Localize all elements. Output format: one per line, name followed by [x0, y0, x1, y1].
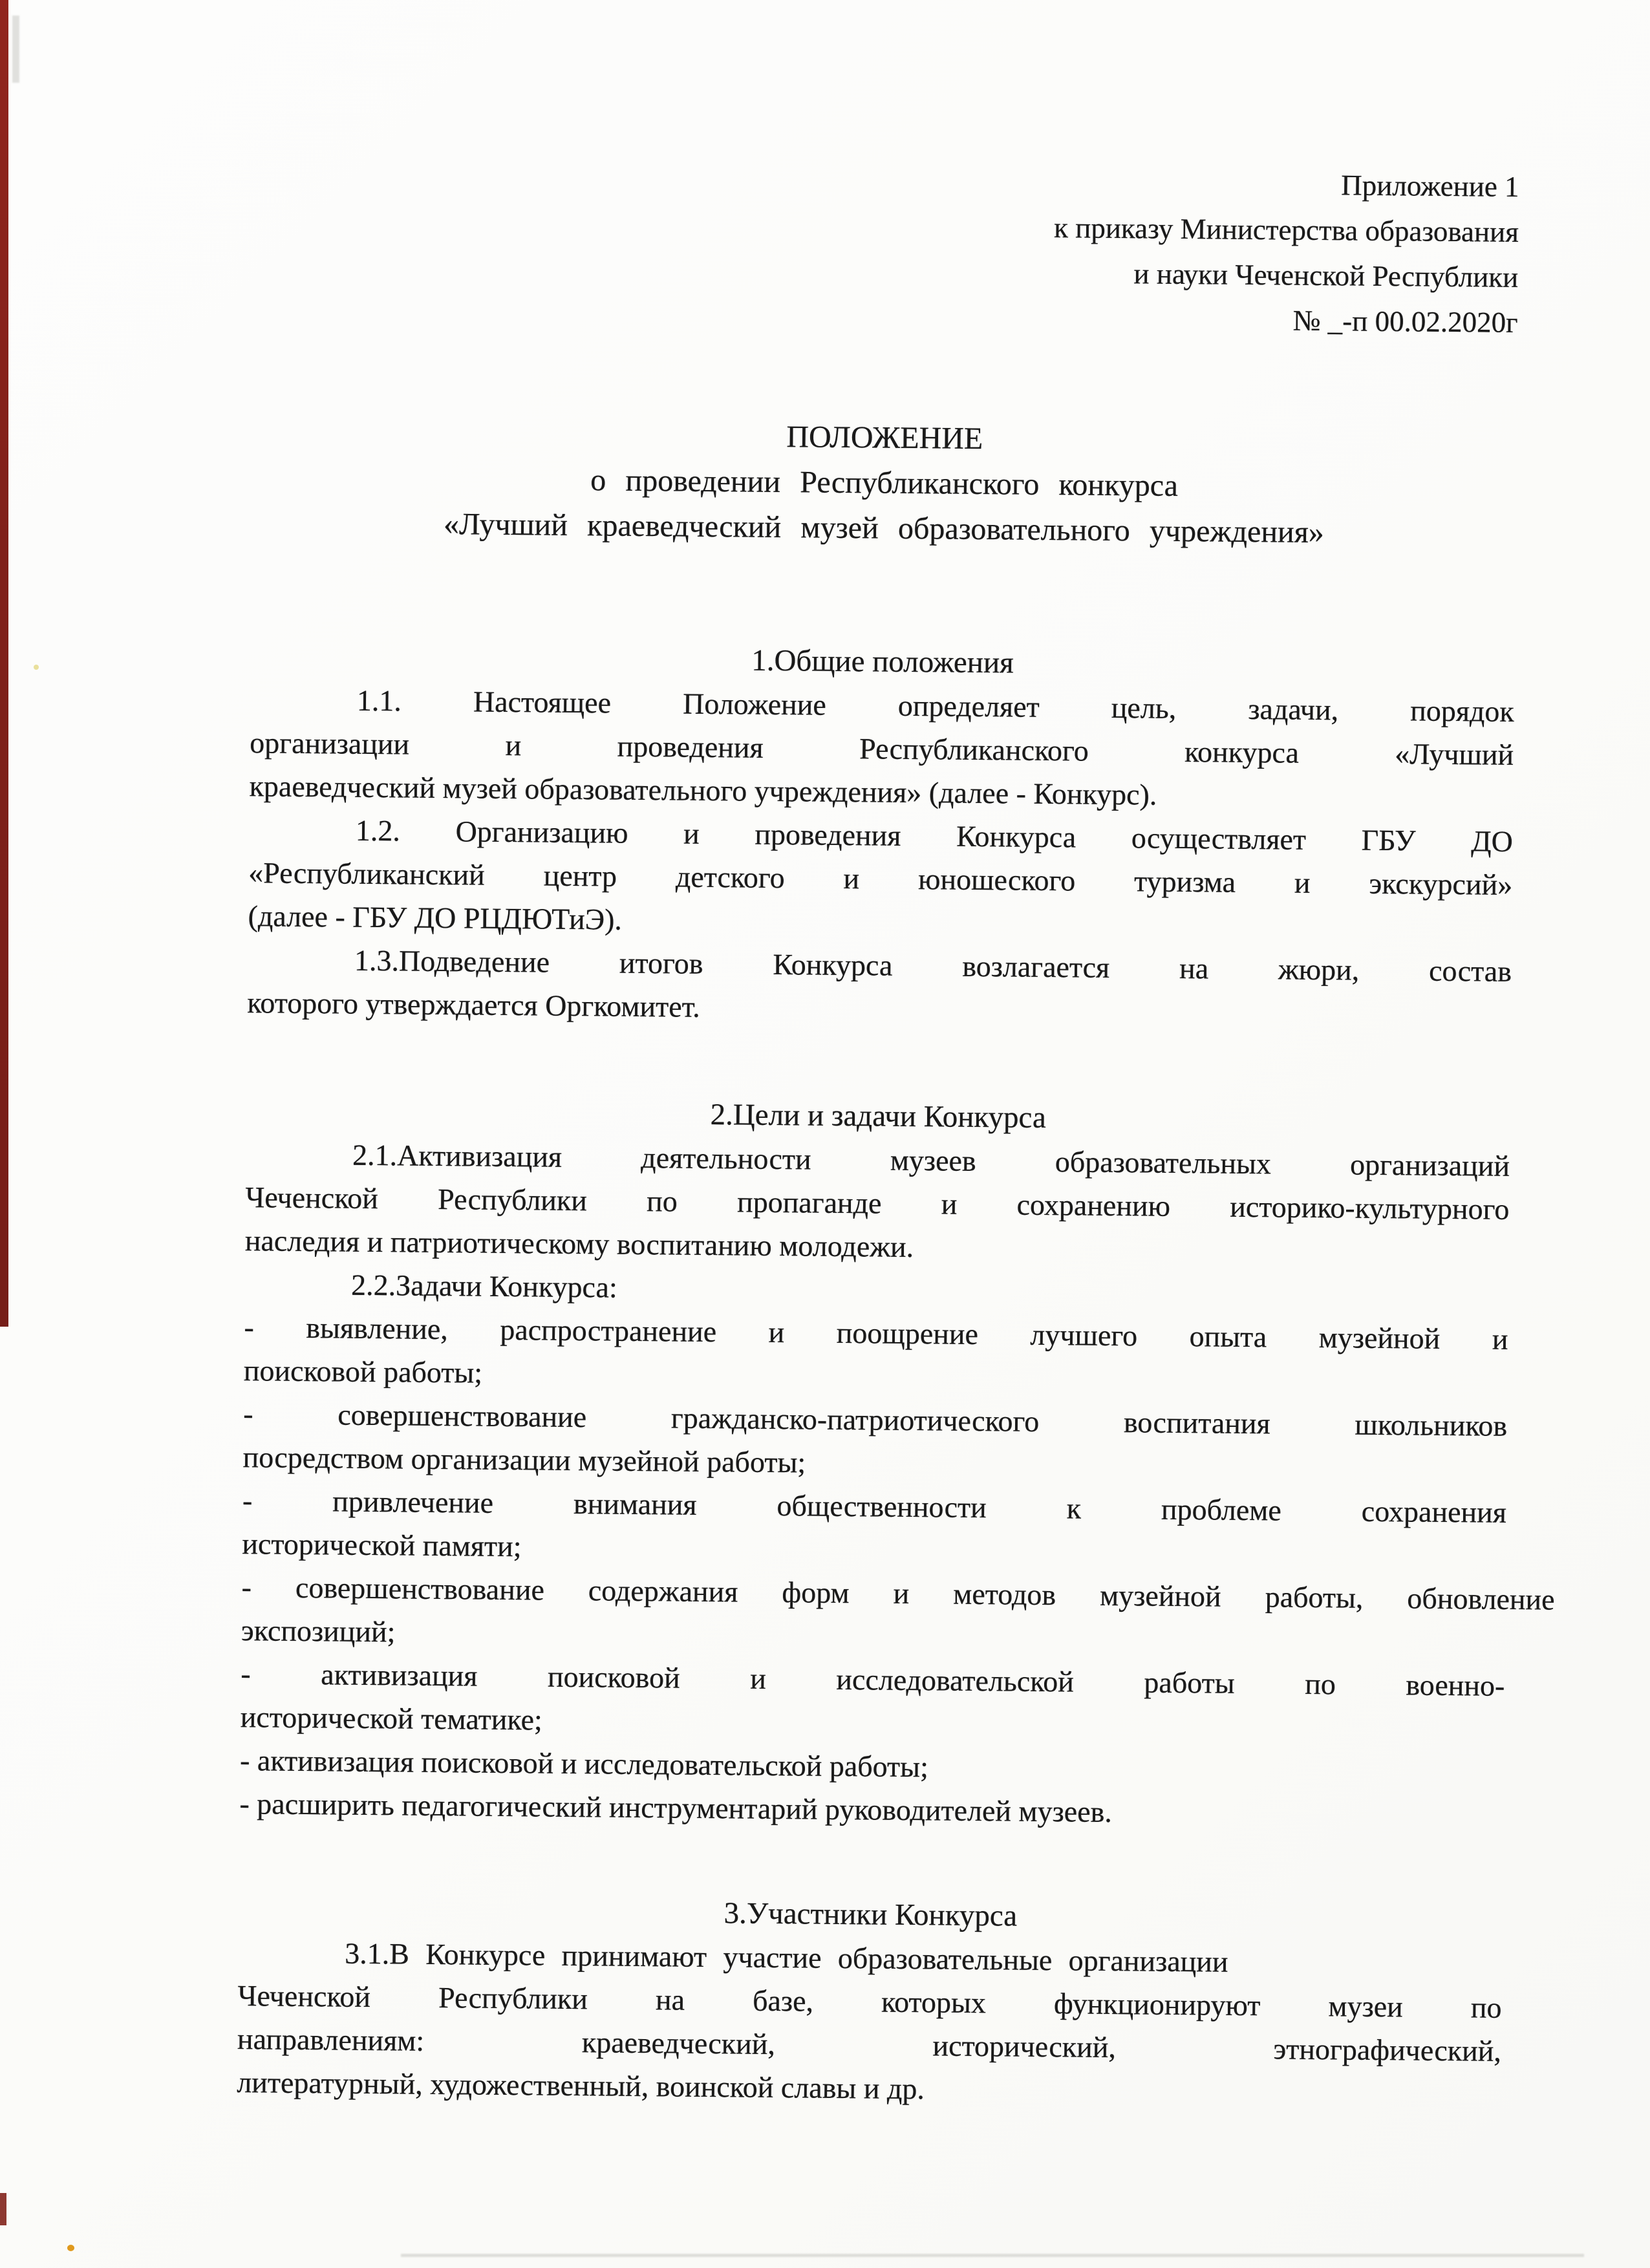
- header-line-order: к приказу Министерства образования: [1053, 211, 1519, 248]
- doc-line: 1.3.Подведение итогов Конкурса возлагается на жюри, состав: [354, 943, 1512, 988]
- scan-edge-strip: [0, 0, 8, 1327]
- doc-line: направлениям: краеведческий, исторический, этнографический,: [237, 2022, 1502, 2068]
- scan-speck-yellow: [34, 665, 39, 670]
- doc-line: (далее - ГБУ ДО РЦДЮТиЭ).: [248, 899, 623, 936]
- doc-line: исторической тематике;: [240, 1700, 543, 1737]
- doc-line: литературный, художественный, воинской славы и др.: [237, 2066, 925, 2106]
- document-subtitle-contest-name: «Лучший краеведческий музей образовательного учреждения»: [443, 507, 1325, 550]
- doc-line: которого утверждается Оргкомитет.: [247, 986, 701, 1023]
- doc-line: 3.1.В Конкурсе принимают участие образовательные организации: [345, 1936, 1228, 1978]
- scan-smudge: [12, 16, 19, 83]
- doc-line: посредством организации музейной работы;: [242, 1440, 806, 1479]
- doc-line: наследия и патриотическому воспитанию молодежи.: [244, 1224, 914, 1264]
- document-title-block: [252, 409, 1517, 557]
- section-3-heading: 3.Участники Конкурса: [723, 1896, 1018, 1933]
- doc-line: 2.1.Активизация деятельности музеев образовательных организаций: [352, 1138, 1510, 1182]
- doc-line-bullet: - совершенствование гражданско-патриотического воспитания школьников: [243, 1397, 1508, 1442]
- header-line-ministry: и науки Чеченской Республики: [1133, 257, 1519, 294]
- doc-line: краеведческий музей образовательного учреждения» (далее - Конкурс).: [249, 769, 1157, 811]
- doc-line: 2.2.Задачи Конкурса:: [350, 1268, 618, 1304]
- doc-line: 1.2. Организацию и проведения Конкурса осуществляет ГБУ ДО: [355, 813, 1514, 858]
- approval-header-block: [253, 152, 1519, 345]
- doc-line: 1.1. Настоящее Положение определяет цель, задачи, порядок: [356, 683, 1515, 728]
- doc-line: исторической памяти;: [242, 1527, 522, 1563]
- doc-line: экспозиций;: [241, 1614, 396, 1649]
- scan-bottom-edge: [401, 2254, 1584, 2257]
- doc-line-bullet: - активизация поисковой и исследовательской работы по военно-: [241, 1657, 1505, 1702]
- section-1-heading: 1.Общие положения: [751, 643, 1014, 680]
- doc-line: организации и проведения Республиканского конкурса «Лучший: [249, 726, 1514, 771]
- scan-speck-orange: [67, 2245, 74, 2251]
- document-title: ПОЛОЖЕНИЕ: [786, 420, 983, 456]
- document-subtitle: о проведении Республиканского конкурса: [590, 463, 1179, 503]
- section-2-heading: 2.Цели и задачи Конкурса: [710, 1098, 1047, 1135]
- header-line-number-date: № _-п 00.02.2020г: [1292, 304, 1518, 339]
- doc-line-bullet: - привлечение внимания общественности к проблеме сохранения: [242, 1484, 1507, 1529]
- doc-line-bullet: - расширить педагогический инструментарий руководителей музеев.: [239, 1787, 1113, 1829]
- doc-line-bullet: - активизация поисковой и исследовательской работы;: [239, 1744, 929, 1784]
- doc-line-bullet: - выявление, распространение и поощрение лучшего опыта музейной и: [244, 1311, 1508, 1356]
- doc-line: «Республиканский центр детского и юношеского туризма и экскурсий»: [248, 856, 1513, 901]
- document-content: [237, 152, 1555, 2116]
- doc-line-bullet: - совершенствование содержания форм и методов музейной работы, обновление: [241, 1570, 1555, 1616]
- header-line-appendix: Приложение 1: [1341, 169, 1519, 203]
- scan-edge-strip-lower: [0, 2193, 6, 2225]
- doc-line: Чеченской Республики на базе, которых функционируют музеи по: [237, 1979, 1502, 2024]
- doc-line: поисковой работы;: [243, 1354, 483, 1389]
- doc-line: Чеченской Республики по пропаганде и сохранению историко-культурного: [245, 1181, 1510, 1226]
